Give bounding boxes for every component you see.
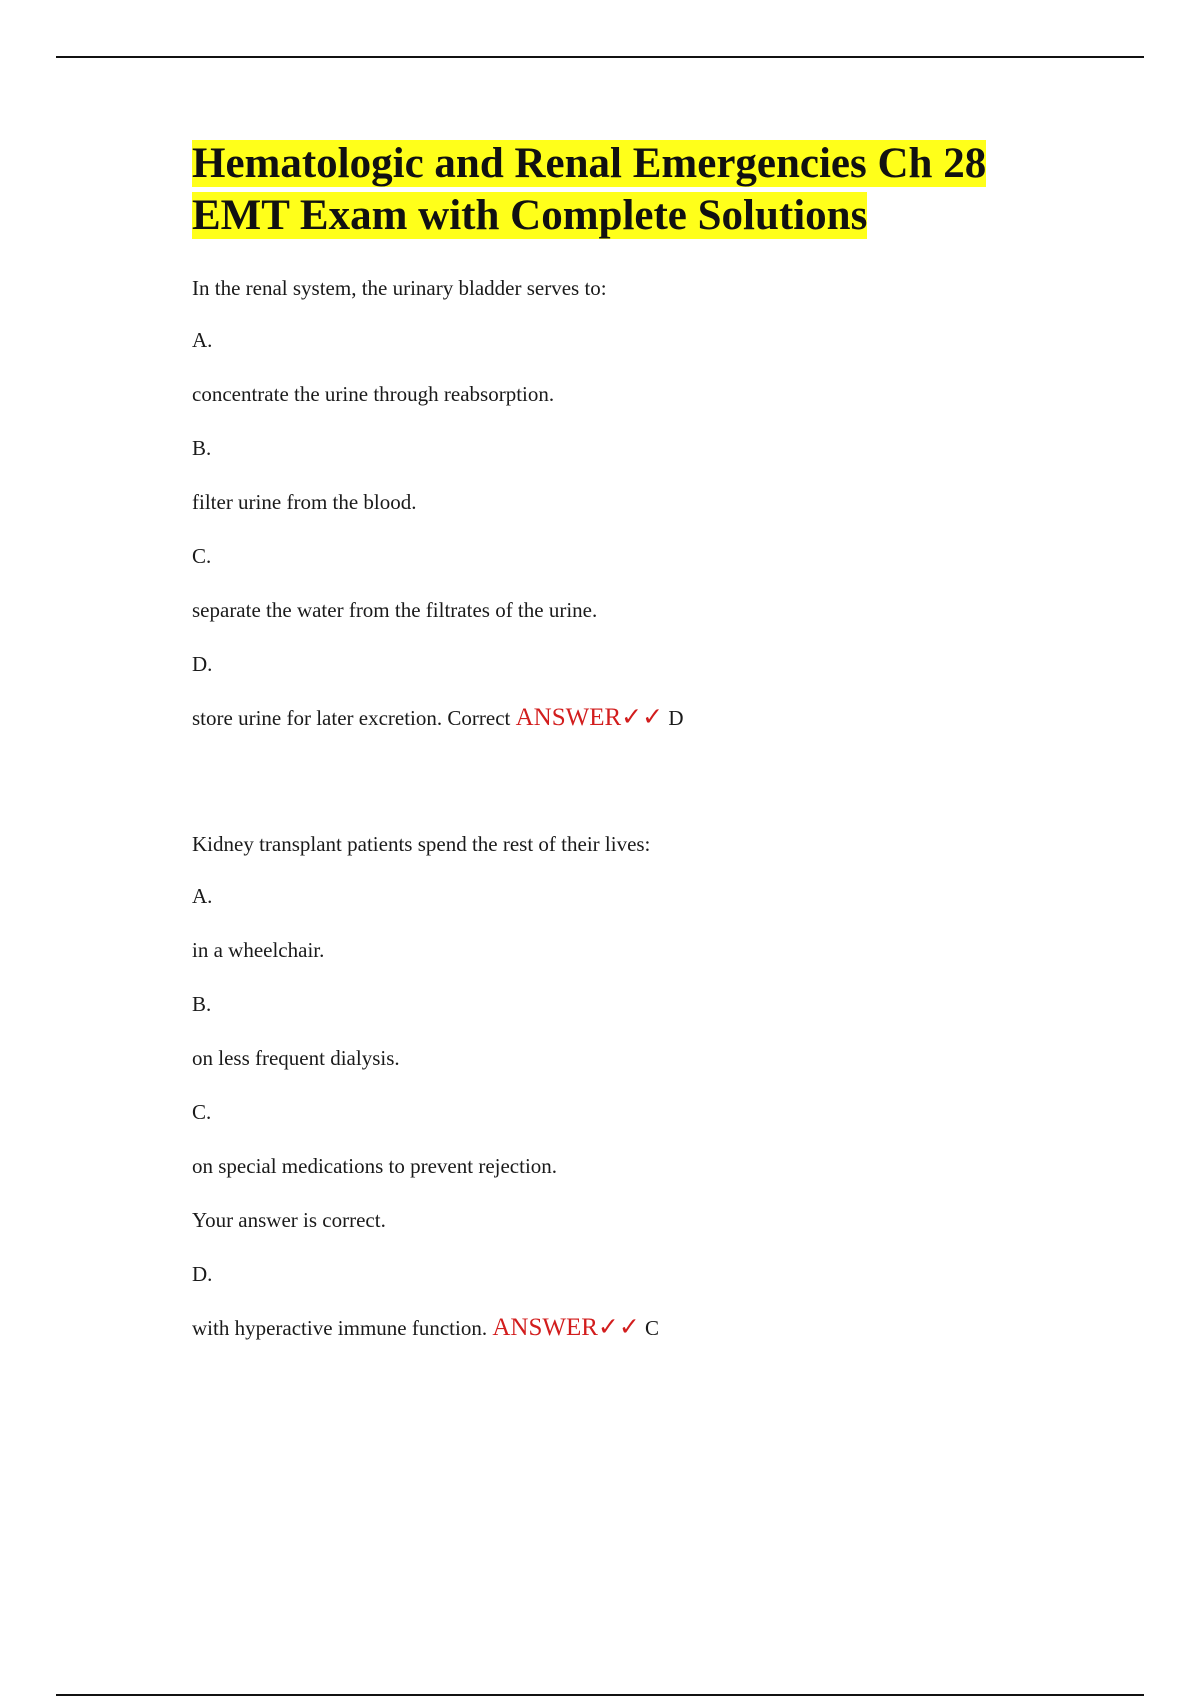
- option-letter-b: B.: [192, 992, 212, 1016]
- option-text-c: separate the water from the filtrates of the urine.: [192, 598, 598, 622]
- page-content: [192, 138, 1072, 1341]
- option-letter-c: C.: [192, 1100, 212, 1124]
- option-letter-b: B.: [192, 436, 212, 460]
- option-letter-d: D.: [192, 1262, 213, 1286]
- option-text-d: store urine for later excretion. Correct: [192, 706, 511, 730]
- option-text-a: concentrate the urine through reabsorption.: [192, 382, 555, 406]
- option-text-b: on less frequent dialysis.: [192, 1046, 400, 1070]
- option-text-d: with hyperactive immune function.: [192, 1316, 488, 1340]
- answer-value: C: [645, 1316, 660, 1340]
- question-prompt: Kidney transplant patients spend the rest of their lives:: [192, 832, 651, 856]
- answer-label: ANSWER✓✓: [515, 704, 664, 731]
- option-letter-d: D.: [192, 652, 213, 676]
- top-rule: [56, 56, 1144, 58]
- option-letter-a: A.: [192, 328, 213, 352]
- option-d-with-answer: [192, 1316, 659, 1340]
- option-letter-c: C.: [192, 544, 212, 568]
- bottom-rule: [56, 1694, 1144, 1696]
- feedback-text: Your answer is correct.: [192, 1208, 386, 1232]
- answer-label: ANSWER✓✓: [492, 1314, 640, 1341]
- option-letter-a: A.: [192, 884, 213, 908]
- title-line-2: EMT Exam with Complete Solutions: [192, 192, 868, 239]
- document-title: [192, 138, 1072, 242]
- option-text-b: filter urine from the blood.: [192, 490, 417, 514]
- option-text-a: in a wheelchair.: [192, 938, 325, 962]
- option-text-c: on special medications to prevent rejection.: [192, 1154, 558, 1178]
- option-d-with-answer: [192, 706, 683, 730]
- title-line-1: Hematologic and Renal Emergencies Ch 28: [192, 140, 987, 187]
- question-prompt: In the renal system, the urinary bladder serves to:: [192, 276, 607, 300]
- answer-value: D: [668, 706, 684, 730]
